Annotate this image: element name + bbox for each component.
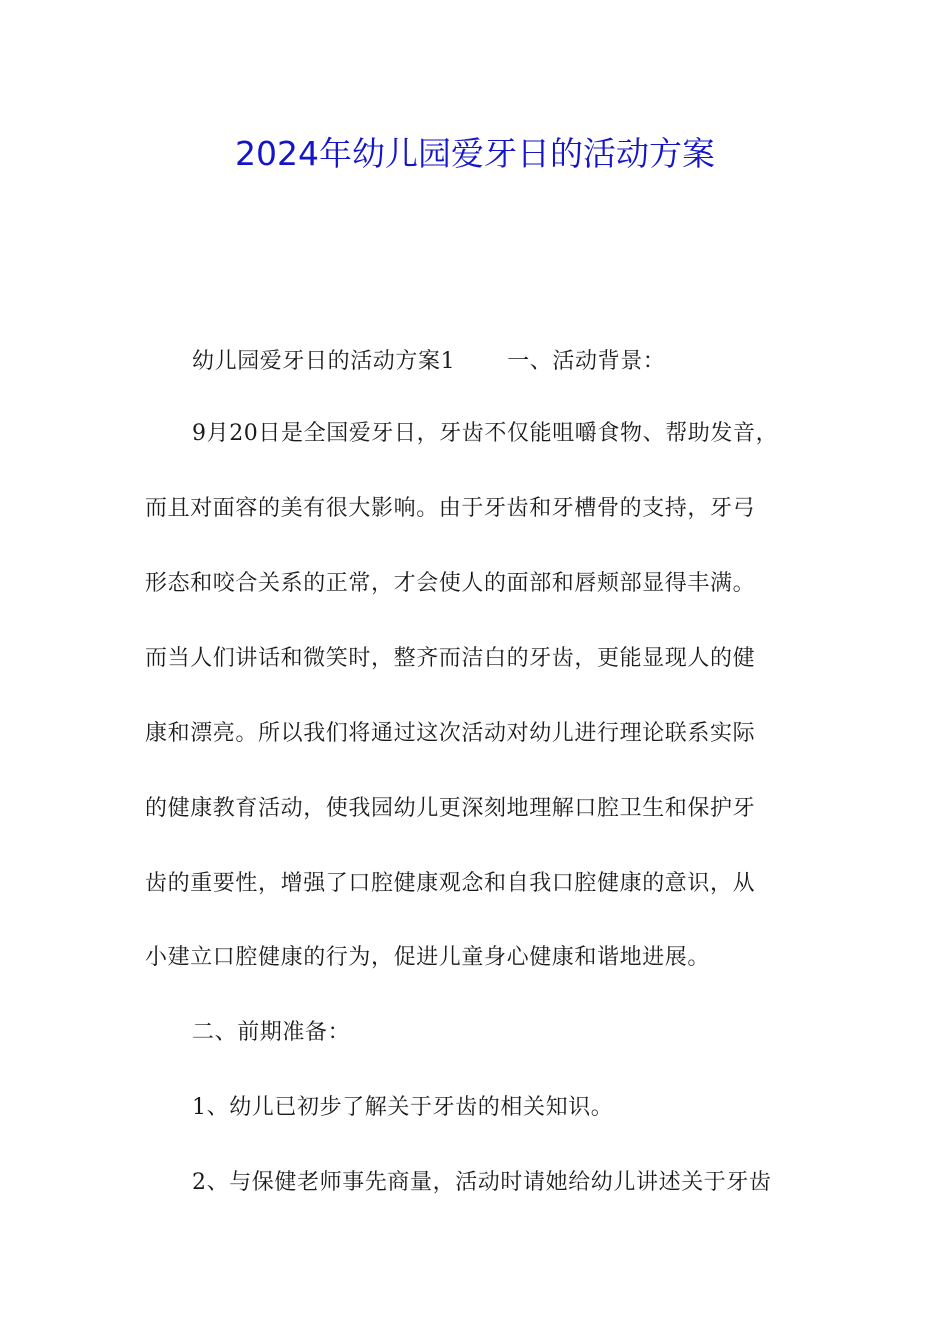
paragraph-line: 形态和咬合关系的正常，才会使人的面部和唇颊部显得丰满。 bbox=[145, 571, 756, 596]
list-item: 1、幼儿已初步了解关于牙齿的相关知识。 bbox=[192, 1095, 614, 1120]
paragraph-line: 的健康教育活动，使我园幼儿更深刻地理解口腔卫生和保护牙 bbox=[145, 796, 756, 821]
section-heading: 二、前期准备： bbox=[192, 1020, 351, 1045]
list-item: 2、与保健老师事先商量，活动时请她给幼儿讲述关于牙齿 bbox=[192, 1170, 772, 1195]
line-text: 幼儿园爱牙日的活动方案1 bbox=[192, 349, 456, 374]
section-heading: 一、活动背景： bbox=[507, 349, 666, 374]
paragraph-line bbox=[192, 342, 812, 382]
document-title: 2024年幼儿园爱牙日的活动方案 bbox=[235, 134, 715, 173]
paragraph-line: 9月20日是全国爱牙日，牙齿不仅能咀嚼食物、帮助发音， bbox=[192, 421, 779, 446]
paragraph-line: 而且对面容的美有很大影响。由于牙齿和牙槽骨的支持，牙弓 bbox=[145, 496, 756, 521]
paragraph-line: 齿的重要性，增强了口腔健康观念和自我口腔健康的意识，从 bbox=[145, 871, 756, 896]
paragraph-line: 而当人们讲话和微笑时，整齐而洁白的牙齿，更能显现人的健 bbox=[145, 646, 756, 671]
paragraph-line: 小建立口腔健康的行为，促进儿童身心健康和谐地进展。 bbox=[145, 945, 711, 970]
paragraph-line: 康和漂亮。所以我们将通过这次活动对幼儿进行理论联系实际 bbox=[145, 721, 756, 746]
